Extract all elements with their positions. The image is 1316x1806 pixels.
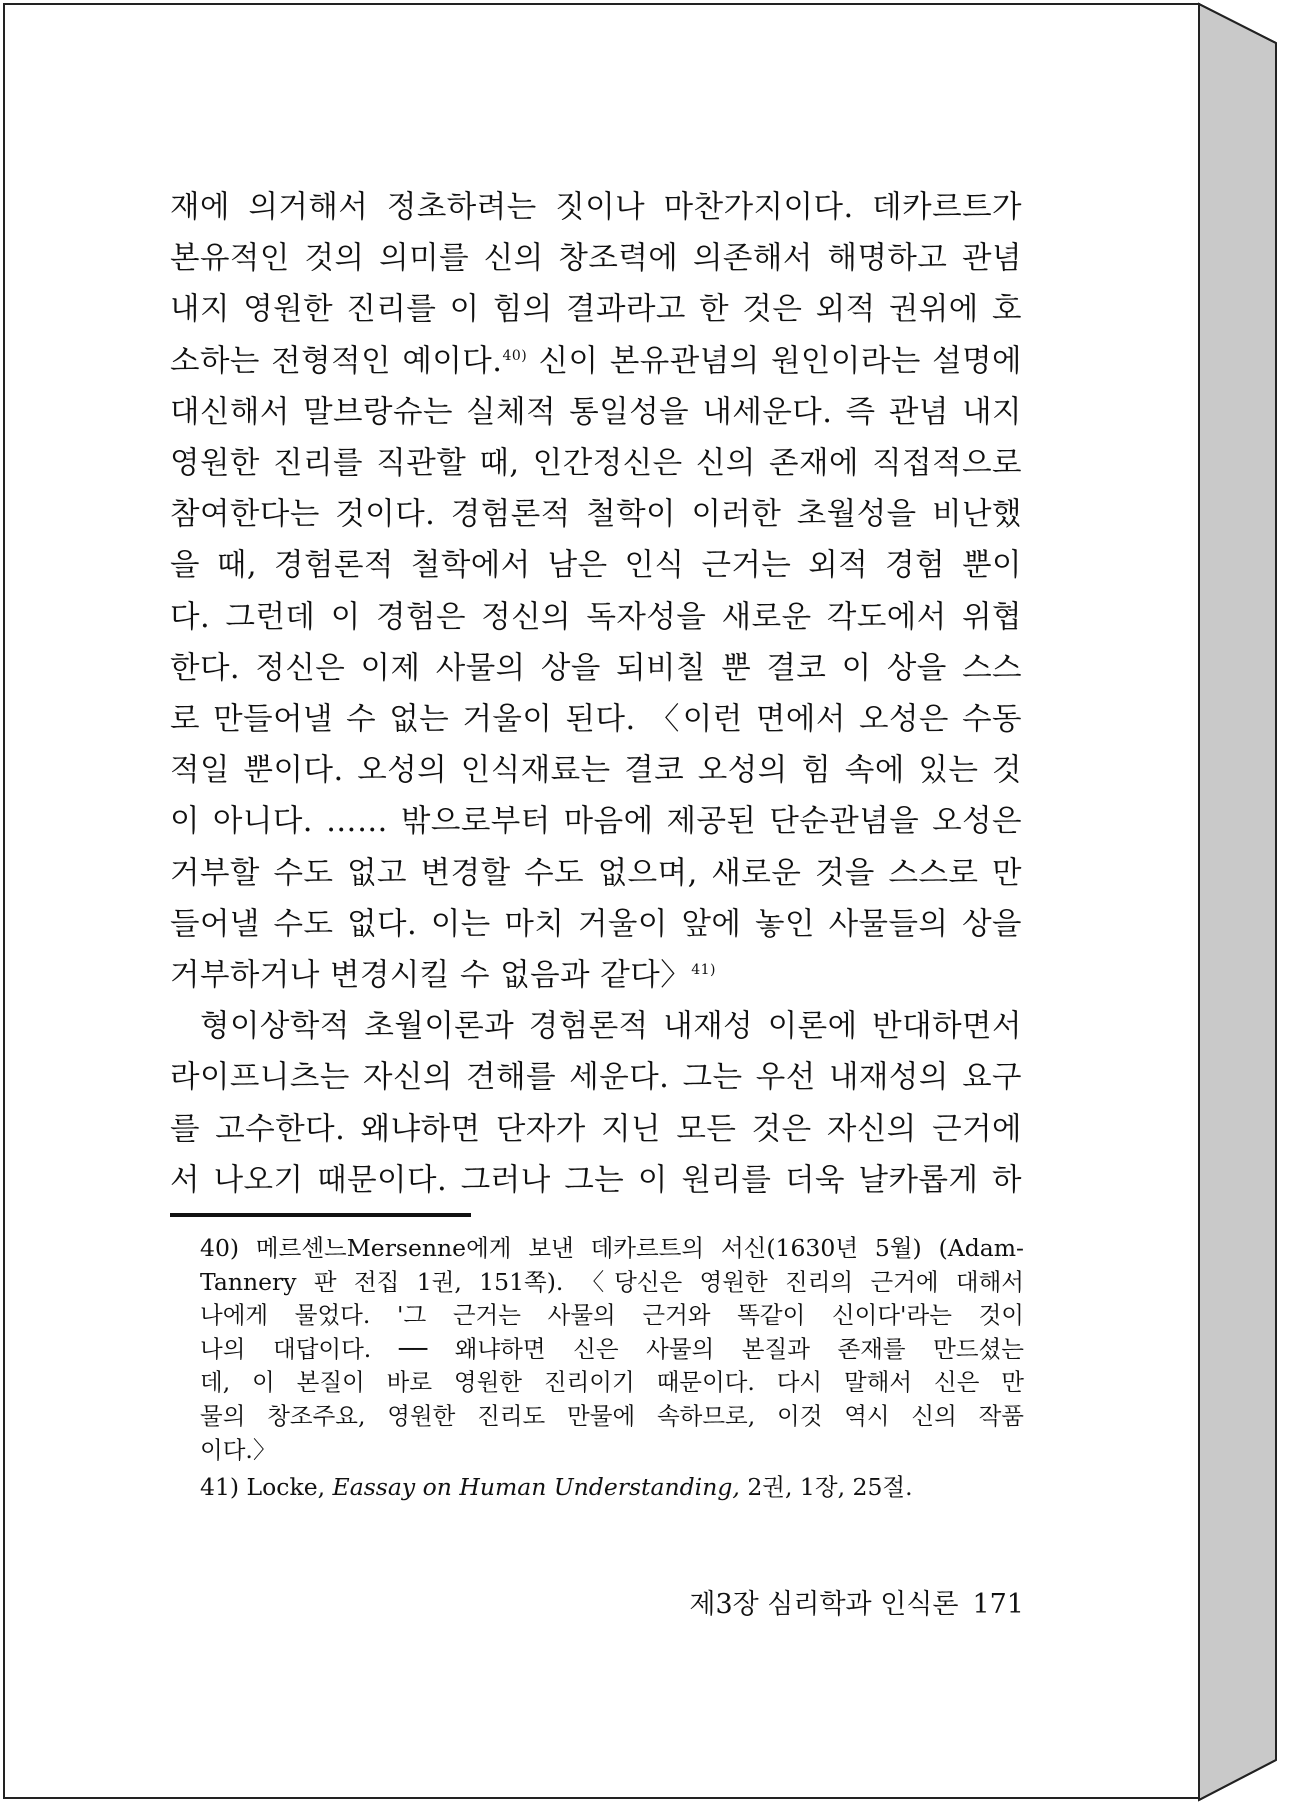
text-segment: 거부하거나 변경시킬 수 없음과 같다〉	[170, 958, 692, 994]
text-line: 참여한다는 것이다. 경험론적 철학이 이러한 초월성을 비난했	[170, 497, 1022, 533]
footnote-line: 물의 창조주요, 영원한 진리도 만물에 속하므로, 이것 역시 신의 작품	[200, 1401, 1024, 1430]
footnote-40	[200, 1232, 1024, 1467]
footnote-line: Tannery 판 전집 1권, 151쪽). 〈당신은 영원한 진리의 근거에 대해서	[200, 1267, 1024, 1296]
text-line: 을 때, 경험론적 철학에서 남은 인식 근거는 외적 경험 뿐이	[170, 548, 1022, 584]
text-line: 거부할 수도 없고 변경할 수도 없으며, 새로운 것을 스스로 만	[170, 855, 1022, 891]
footnote-ref-41[interactable]: 41)	[691, 961, 717, 978]
page-number: 171	[972, 1589, 1024, 1620]
text-line: 라이프니츠는 자신의 견해를 세운다. 그는 우선 내재성의 요구	[170, 1060, 1022, 1096]
footnote-suffix: 2권, 1장, 25절.	[739, 1473, 913, 1502]
text-line: 본유적인 것의 의미를 신의 창조력에 의존해서 해명하고 관념	[170, 241, 1022, 277]
footnote-line: 나의 대답이다. ── 왜냐하면 신은 사물의 본질과 존재를 만드셨는	[200, 1334, 1024, 1363]
footnote-divider	[170, 1213, 471, 1217]
text-line: 형이상학적 초월이론과 경험론적 내재성 이론에 반대하면서	[200, 1009, 1022, 1045]
running-footer	[668, 1587, 1024, 1623]
footnote-line: 나에게 물었다. '그 근거는 사물의 근거와 똑같이 신이다'라는 것이	[200, 1301, 1024, 1330]
text-line: 대신해서 말브랑슈는 실체적 통일성을 내세운다. 즉 관념 내지	[170, 394, 1022, 430]
footnotes	[200, 1232, 1024, 1505]
paragraph-2	[170, 1001, 1022, 1206]
chapter-title: 제3장 심리학과 인식론	[689, 1589, 959, 1620]
footnote-line: 데, 이 본질이 바로 영원한 진리이기 때문이다. 다시 말해서 신은 만	[200, 1368, 1024, 1397]
text-line: 로 만들어낼 수 없는 거울이 된다. 〈이런 면에서 오성은 수동	[170, 702, 1022, 738]
text-line: 를 고수한다. 왜냐하면 단자가 지닌 모든 것은 자신의 근거에	[170, 1111, 1022, 1147]
text-line: 재에 의거해서 정초하려는 짓이나 마찬가지이다. 데카르트가	[170, 190, 1022, 225]
text-line: 적일 뿐이다. 오성의 인식재료는 결코 오성의 힘 속에 있는 것	[170, 753, 1022, 789]
text-line: 다. 그런데 이 경험은 정신의 독자성을 새로운 각도에서 위협	[170, 599, 1022, 635]
text-line: 서 나오기 때문이다. 그러나 그는 이 원리를 더욱 날카롭게 하	[170, 1162, 1022, 1198]
footnote-line: 40) 메르센느Mersenne에게 보낸 데카르트의 서신(1630년 5월) (Adam-	[200, 1234, 1024, 1262]
text-segment: 신이 본유관념의 원인이라는 설명에	[527, 343, 1023, 379]
text-line: 한다. 정신은 이제 사물의 상을 되비칠 뿐 결코 이 상을 스스	[170, 650, 1022, 686]
book-title: Eassay on Human Understanding,	[332, 1473, 740, 1502]
footnote-ref-40[interactable]: 40)	[502, 347, 528, 364]
footnote-prefix: 41) Locke,	[200, 1473, 333, 1502]
text-line: 들어낼 수도 없다. 이는 마치 거울이 앞에 놓인 사물들의 상을	[170, 906, 1022, 942]
paragraph-1	[170, 182, 1022, 1001]
body-text	[170, 182, 1022, 1206]
footnote-41	[200, 1471, 1024, 1505]
text-line: 이 아니다. …… 밖으로부터 마음에 제공된 단순관념을 오성은	[170, 804, 1022, 840]
footnote-line	[200, 1471, 1024, 1505]
text-line: 내지 영원한 진리를 이 힘의 결과라고 한 것은 외적 권위에 호	[170, 292, 1022, 328]
footnote-line: 이다.〉	[200, 1435, 277, 1464]
text-segment: 소하는 전형적인 예이다.	[170, 343, 503, 379]
text-line-with-footnote	[170, 950, 1022, 1001]
text-line-with-footnote	[170, 336, 1022, 387]
text-line: 영원한 진리를 직관할 때, 인간정신은 신의 존재에 직접적으로	[170, 446, 1022, 482]
